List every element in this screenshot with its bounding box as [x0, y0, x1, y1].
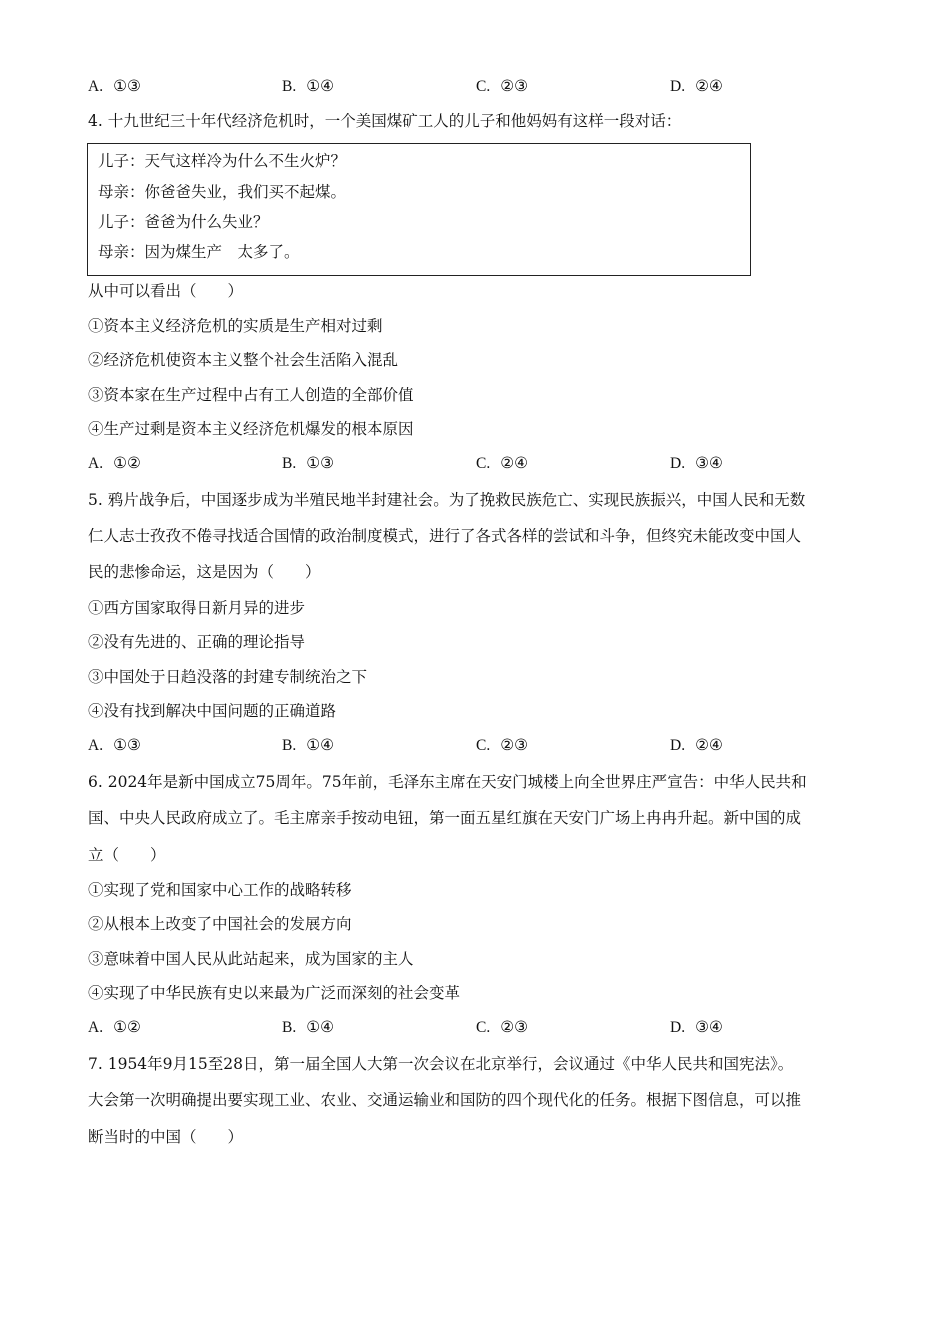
q5-stem-line-3: 民的悲惨命运，这是因为（ ） — [88, 563, 321, 581]
q3-option-b[interactable]: B. ①④ — [282, 77, 335, 95]
q6-options — [88, 1017, 868, 1037]
q6-statement-1: ①实现了党和国家中心工作的战略转移 — [88, 881, 352, 899]
q4-option-b[interactable]: B. ①③ — [282, 454, 335, 472]
q4-option-d[interactable]: D. ③④ — [670, 454, 723, 472]
q4-statement-1: ①资本主义经济危机的实质是生产相对过剩 — [88, 317, 383, 335]
q3-option-c[interactable]: C. ②③ — [476, 77, 529, 95]
q5-stem-line-1: 5. 鸦片战争后，中国逐步成为半殖民地半封建社会。为了挽救民族危亡、实现民族振兴，中国人民和无数 — [88, 491, 806, 509]
q5-option-b[interactable]: B. ①④ — [282, 736, 335, 754]
q6-stem-line-3: 立（ ） — [88, 846, 166, 864]
q5-option-d[interactable]: D. ②④ — [670, 736, 723, 754]
q7-stem-line-1: 7. 1954年9月15至28日，第一届全国人大第一次会议在北京举行，会议通过《中华人民共和国宪法》。 — [88, 1055, 794, 1073]
q4-option-a[interactable]: A. ①② — [88, 454, 141, 472]
q5-option-a[interactable]: A. ①③ — [88, 736, 141, 754]
q4-dialog-line-3: 儿子：爸爸为什么失业？ — [98, 213, 269, 231]
q6-option-c[interactable]: C. ②③ — [476, 1018, 529, 1036]
q4-options — [88, 453, 868, 473]
q5-statement-2: ②没有先进的、正确的理论指导 — [88, 633, 306, 651]
q6-option-d[interactable]: D. ③④ — [670, 1018, 723, 1036]
q4-statement-2: ②经济危机使资本主义整个社会生活陷入混乱 — [88, 351, 399, 369]
q4-dialog-box — [87, 143, 751, 276]
q5-stem-line-2: 仁人志士孜孜不倦寻找适合国情的政治制度模式，进行了各式各样的尝试和斗争，但终究未能改变中国人 — [88, 527, 802, 545]
q4-prompt: 从中可以看出（ ） — [88, 282, 244, 300]
q5-options — [88, 735, 868, 755]
q5-statement-3: ③中国处于日趋没落的封建专制统治之下 — [88, 668, 368, 686]
q3-option-d[interactable]: D. ②④ — [670, 77, 723, 95]
q4-option-c[interactable]: C. ②④ — [476, 454, 529, 472]
q7-stem-line-2: 大会第一次明确提出要实现工业、农业、交通运输业和国防的四个现代化的任务。根据下图信息，可以推 — [88, 1091, 802, 1109]
q6-stem-line-1: 6. 2024年是新中国成立75周年。75年前，毛泽东主席在天安门城楼上向全世界庄严宣告：中华人民共和 — [88, 773, 807, 791]
q4-statement-3: ③资本家在生产过程中占有工人创造的全部价值 — [88, 386, 414, 404]
q6-stem-line-2: 国、中央人民政府成立了。毛主席亲手按动电钮，第一面五星红旗在天安门广场上冉冉升起。新中国的成 — [88, 809, 802, 827]
q4-dialog-line-4: 母亲：因为煤生产 太多了。 — [98, 243, 300, 261]
q6-option-a[interactable]: A. ①② — [88, 1018, 141, 1036]
q4-dialog-line-2: 母亲：你爸爸失业，我们买不起煤。 — [98, 183, 347, 201]
q5-statement-4: ④没有找到解决中国问题的正确道路 — [88, 702, 337, 720]
q3-options — [88, 76, 868, 96]
q5-option-c[interactable]: C. ②③ — [476, 736, 529, 754]
q4-statement-4: ④生产过剩是资本主义经济危机爆发的根本原因 — [88, 420, 414, 438]
q7-stem-line-3: 断当时的中国（ ） — [88, 1128, 244, 1146]
q4-stem: 4. 十九世纪三十年代经济危机时，一个美国煤矿工人的儿子和他妈妈有这样一段对话： — [88, 112, 682, 130]
q5-statement-1: ①西方国家取得日新月异的进步 — [88, 599, 306, 617]
q3-option-a[interactable]: A. ①③ — [88, 77, 141, 95]
q6-statement-2: ②从根本上改变了中国社会的发展方向 — [88, 915, 352, 933]
q6-statement-4: ④实现了中华民族有史以来最为广泛而深刻的社会变革 — [88, 984, 461, 1002]
q4-dialog-line-1: 儿子：天气这样冷为什么不生火炉？ — [98, 152, 347, 170]
q6-statement-3: ③意味着中国人民从此站起来，成为国家的主人 — [88, 950, 414, 968]
q6-option-b[interactable]: B. ①④ — [282, 1018, 335, 1036]
